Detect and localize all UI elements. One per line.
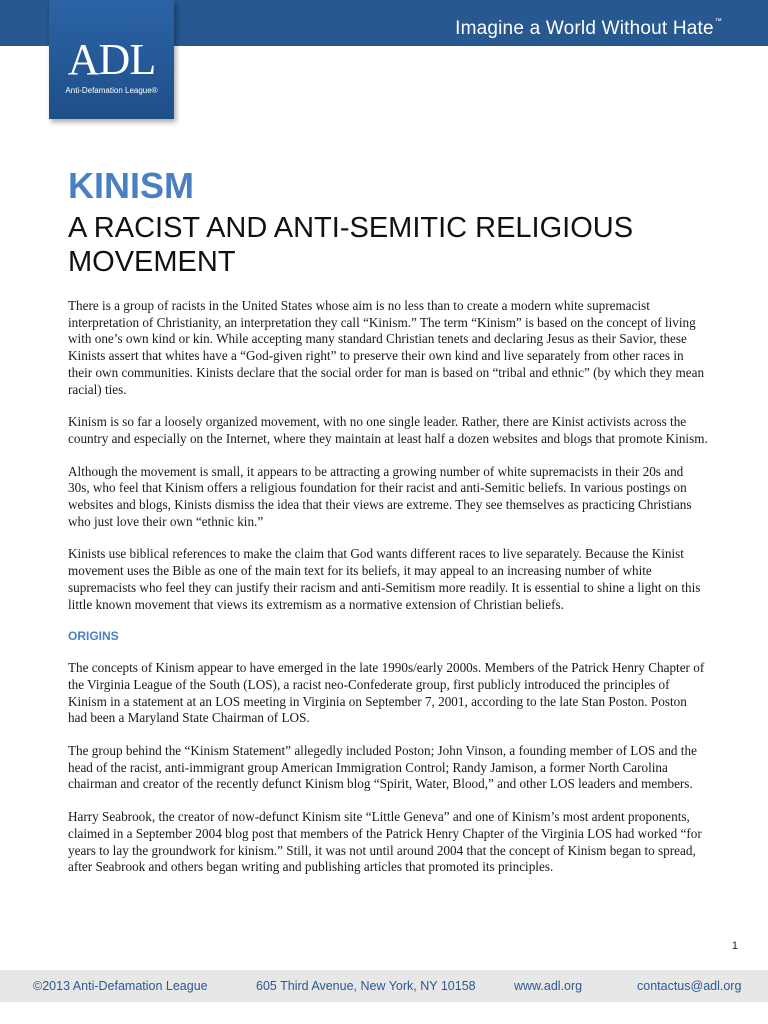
footer-website-link[interactable]: www.adl.org <box>514 979 583 993</box>
tagline-text: Imagine a World Without Hate <box>455 18 714 39</box>
paragraph: Harry Seabrook, the creator of now-defunct Kinism site “Little Geneva” and one of Kinism’s most ardent proponents, claimed in a September 2004 blog post that members of the Patrick Henry Chapter of the Virginia LOS had worked “for years to lay the groundwork for kinism.” Still, it was not until around 2004 that the concept of Kinism began to spread, after Seabrook and others began writing and publishing articles that promoted its principles. <box>68 809 702 875</box>
paragraph: The concepts of Kinism appear to have emerged in the late 1990s/early 2000s. Members of the Patrick Henry Chapter of the Virginia League of the South (LOS), a racist neo-Confederate group, first publicly introduced the principles of Kinism in a statement at an LOS meeting in Virginia on September 7, 2001, according to the late Stan Poston. Poston had been a Maryland State Chairman of LOS. <box>68 660 705 726</box>
footer-bar <box>0 970 768 1002</box>
footer-address: 605 Third Avenue, New York, NY 10158 <box>256 979 476 993</box>
document-subtitle: A RACIST AND ANTI-SEMITIC RELIGIOUS MOVEMENT <box>68 212 634 278</box>
document-body <box>68 298 708 892</box>
footer-copyright: ©2013 Anti-Defamation League <box>33 979 208 993</box>
paragraph: The group behind the “Kinism Statement” allegedly included Poston; John Vinson, a founding member of LOS and the head of the racist, anti-immigrant group American Immigration Control; Randy Jamison, a former North Carolina chairman and creator of the recently defunct Kinism blog “Spirit, Water, Blood,” and other LOS leaders and members. <box>68 743 697 792</box>
footer-email-link[interactable]: contactus@adl.org <box>637 979 742 993</box>
adl-logo <box>49 0 174 119</box>
logo-text: ADL <box>67 35 156 84</box>
page-number: 1 <box>731 940 738 952</box>
tagline <box>455 18 722 40</box>
trademark-mark: ™ <box>714 18 722 25</box>
section-heading-origins: ORIGINS <box>68 629 119 644</box>
paragraph: There is a group of racists in the United States whose aim is no less than to create a modern white supremacist interpretation of Christianity, an interpretation they call “Kinism.” The term “Kinism” is based on the concept of living with one’s own kind or kin. While accepting many standard Christian tenets and declaring Jesus as their Savior, these Kinists assert that whites have a “God-given right” to preserve their own kind and live separately from other races in their own communities. Kinists declare that the social order for man is based on “tribal and ethnic” (by which they mean racial) ties. <box>68 298 705 397</box>
paragraph: Kinism is so far a loosely organized movement, with no one single leader. Rather, there are Kinist activists across the country and especially on the Internet, where they maintain at least half a dozen websites and blogs that promote Kinism. <box>68 414 708 446</box>
paragraph: Kinists use biblical references to make the claim that God wants different races to live separately. Because the Kinist movement uses the Bible as one of the main text for its beliefs, it may appeal to an increasing number of white supremacists who feel they can justify their racism and anti-Semitism more readily. It is essential to shine a light on this little known movement that views its extremism as a normative extension of Christian beliefs. <box>68 546 701 612</box>
document-title: KINISM <box>68 165 194 206</box>
logo-subtext: Anti-Defamation League® <box>65 86 158 95</box>
paragraph: Although the movement is small, it appears to be attracting a growing number of white supremacists in their 20s and 30s, who feel that Kinism offers a religious foundation for their racist and anti-Semitic beliefs. In various postings on websites and blogs, Kinists dismiss the idea that their views are extreme. They see themselves as practicing Christians who just love their own “ethnic kin.” <box>68 463 692 529</box>
